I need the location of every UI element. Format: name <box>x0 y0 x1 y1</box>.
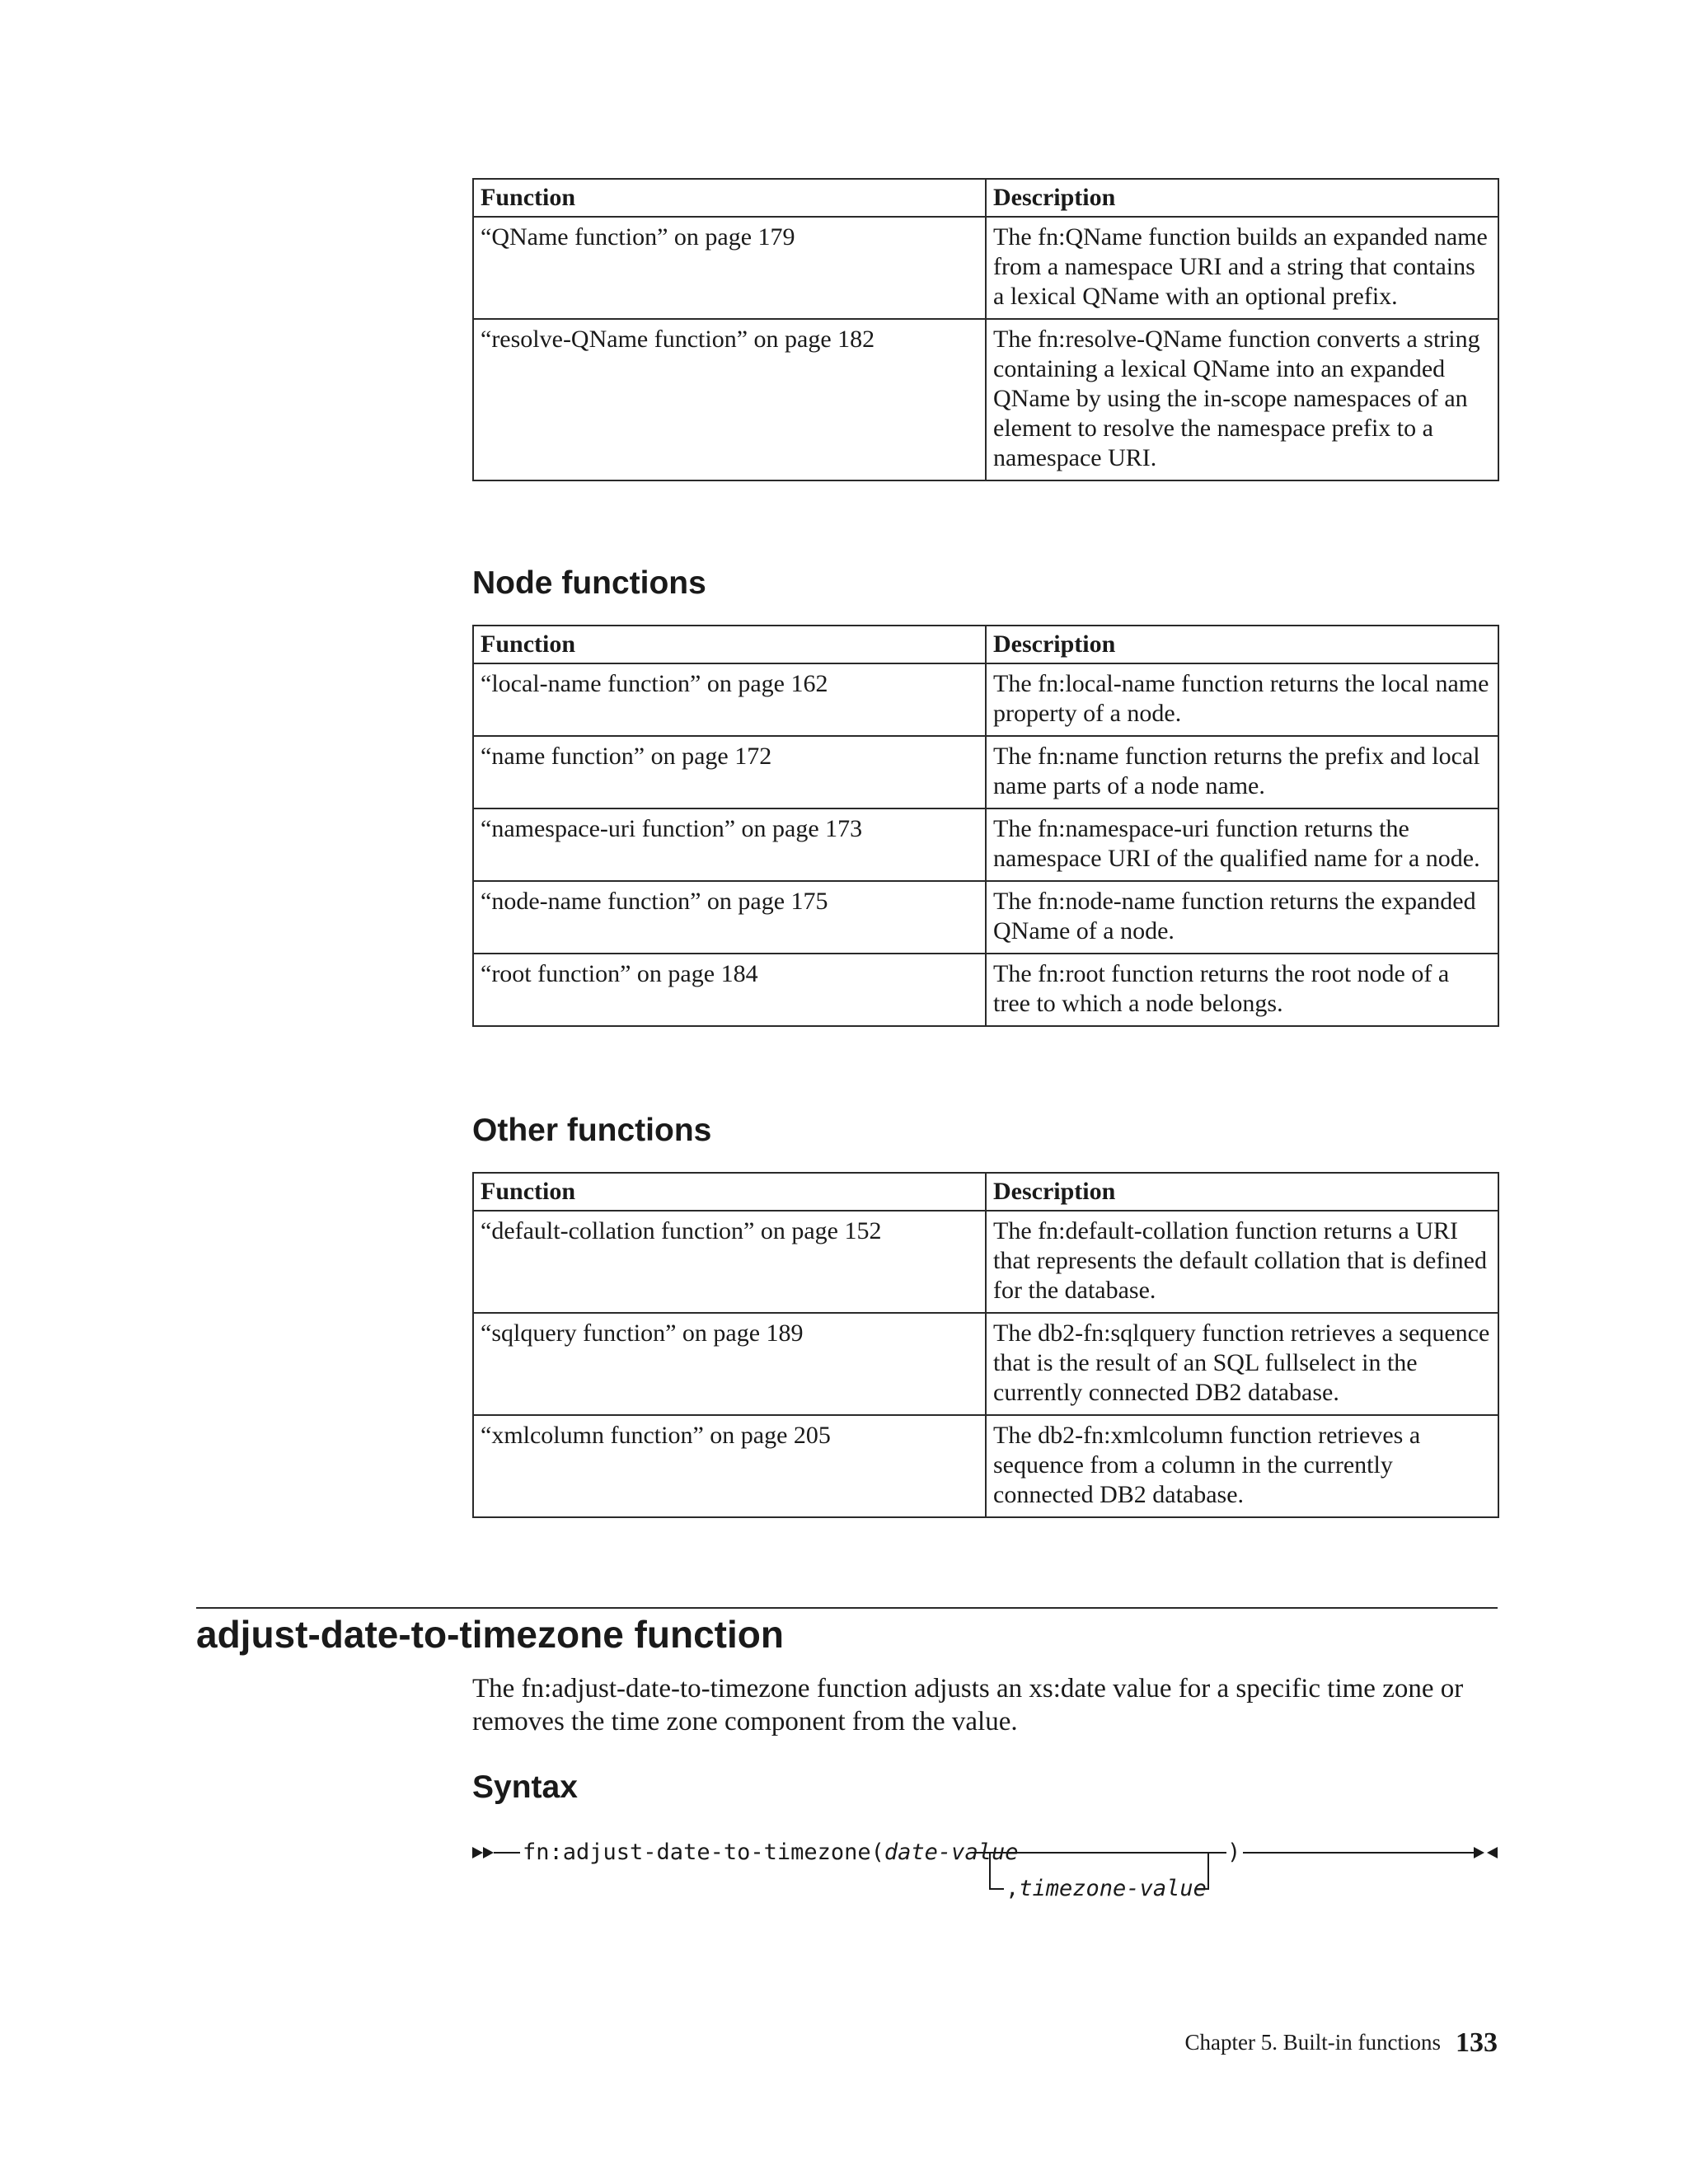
function-description: The fn:QName function builds an expanded name from a namespace URI and a string that contains a lexical QName with an optional prefix. <box>986 217 1498 319</box>
function-description: The fn:resolve-QName function converts a string containing a lexical QName into an expanded QName by using the in-scope namespaces of an element to resolve the namespace prefix to a namespace URI. <box>986 319 1498 480</box>
page-number: 133 <box>1456 2027 1498 2058</box>
function-description: The db2-fn:sqlquery function retrieves a sequence that is the result of an SQL fullselect in the currently connected DB2 database. <box>986 1313 1498 1415</box>
function-description: The fn:default-collation function returns a URI that represents the default collation that is defined for the database. <box>986 1211 1498 1313</box>
column-header-function: Function <box>473 179 986 217</box>
page-footer <box>1185 2026 1498 2060</box>
syntax-optional-line <box>1006 1876 1207 1902</box>
column-header-description: Description <box>986 179 1498 217</box>
end-arrow-icon <box>1487 1847 1498 1858</box>
function-description: The db2-fn:xmlcolumn function retrieves a sequence from a column in the currently connected DB2 database. <box>986 1415 1498 1517</box>
function-description: The fn:local-name function returns the local name property of a node. <box>986 663 1498 736</box>
other-functions-heading: Other functions <box>472 1113 712 1148</box>
column-header-function: Function <box>473 1173 986 1211</box>
node-functions-heading: Node functions <box>472 565 706 601</box>
end-arrow-icon <box>1474 1847 1484 1858</box>
syntax-close-paren: ) <box>1227 1840 1241 1865</box>
function-description: The fn:namespace-uri function returns the namespace URI of the qualified name for a node. <box>986 808 1498 881</box>
function-link[interactable]: “name function” on page 172 <box>473 736 986 808</box>
column-header-function: Function <box>473 626 986 663</box>
function-link[interactable]: “namespace-uri function” on page 173 <box>473 808 986 881</box>
start-arrow-icon <box>472 1847 483 1858</box>
function-link[interactable]: “xmlcolumn function” on page 205 <box>473 1415 986 1517</box>
syntax-heading: Syntax <box>472 1769 578 1805</box>
function-link[interactable]: “default-collation function” on page 152 <box>473 1211 986 1313</box>
syntax-function-name: fn:adjust-date-to-timezone( <box>523 1840 884 1865</box>
syntax-param-timezone-value: timezone-value <box>1019 1876 1207 1901</box>
function-link[interactable]: “local-name function” on page 162 <box>473 663 986 736</box>
column-header-description: Description <box>986 626 1498 663</box>
chapter-label: Chapter 5. Built-in functions <box>1184 2030 1441 2055</box>
function-description: The fn:node-name function returns the expanded QName of a node. <box>986 881 1498 954</box>
topic-intro: The fn:adjust-date-to-timezone function adjusts an xs:date value for a specific time zone or removes the time zone component from the value. <box>472 1674 1464 1736</box>
start-arrow-icon <box>483 1847 494 1858</box>
syntax-param-date-value: date-value <box>884 1840 1019 1865</box>
syntax-main-line <box>523 1840 1018 1866</box>
function-link[interactable]: “QName function” on page 179 <box>473 217 986 319</box>
function-description: The fn:name function returns the prefix and local name parts of a node name. <box>986 736 1498 808</box>
function-link[interactable]: “resolve-QName function” on page 182 <box>473 319 986 480</box>
column-header-description: Description <box>986 1173 1498 1211</box>
function-link[interactable]: “sqlquery function” on page 189 <box>473 1313 986 1415</box>
function-link[interactable]: “node-name function” on page 175 <box>473 881 986 954</box>
syntax-comma: , <box>1006 1876 1020 1901</box>
function-description: The fn:root function returns the root node of a tree to which a node belongs. <box>986 954 1498 1026</box>
function-link[interactable]: “root function” on page 184 <box>473 954 986 1026</box>
topic-title: adjust-date-to-timezone function <box>196 1613 784 1656</box>
